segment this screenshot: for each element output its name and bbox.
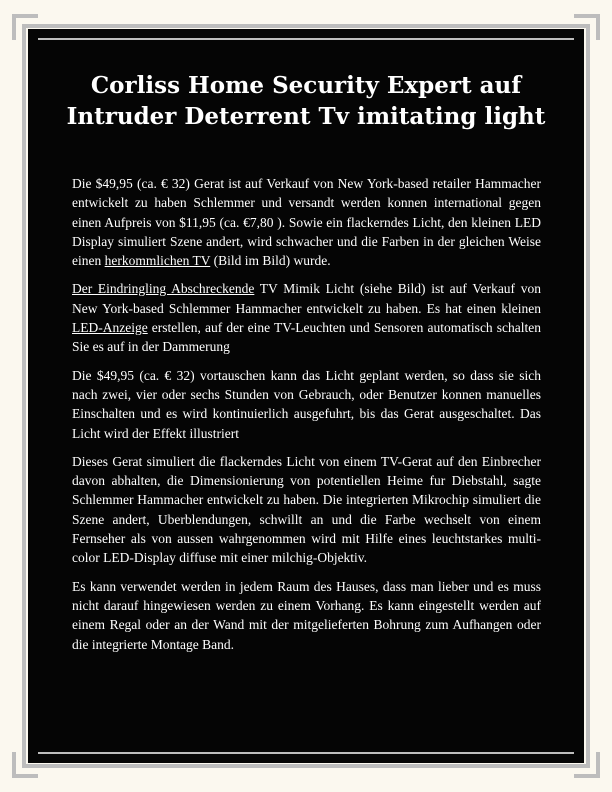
paragraph-1-text: Die $49,95 (ca. € 32) Gerat ist auf Verkauf von New York-based retailer Hammacher entwickelt zu haben Schlemmer und versandt werden konnen international gegen einen Aufpreis von $11,95 (ca. €7,80 ). Sowie ein flackerndes Licht, den kleinen LED Display simuliert Szene andert, wird schwacher und die Farben in der gleichen Weise einen [72, 176, 541, 269]
corner-bracket-tr-v [596, 14, 600, 40]
document-title [28, 70, 584, 132]
paragraph-1-tail: (Bild im Bild) wurde. [210, 253, 331, 269]
paragraph-3: Die $49,95 (ca. € 32) vortauschen kann das Licht geplant werden, so dass sie sich nach zwei, vier oder sechs Stunden von Gebrauch, oder Benutzer konnen manuelles Einschalten und es wird kontinuierlich ausgefuhrt, bis das Gerat ausgeschaltet. Das Licht wird der Effekt illustriert [72, 367, 541, 441]
corner-bracket-br-v [596, 752, 600, 778]
frame-top-bar [22, 24, 590, 28]
title-line-2: Intruder Deterrent Tv imitating light [66, 103, 546, 130]
paragraph-1 [72, 174, 541, 270]
herkommlichen-tv-link[interactable]: herkommlichen TV [104, 253, 211, 269]
paragraph-4: Dieses Gerat simuliert die flackerndes Licht von einem TV-Gerat auf den Einbrecher davon abhalten, die Dimensionierung von potentiellen Heime fur Diebstahl, sagte Schlemmer Hammacher entwickelt zu haben. Die integrierten Mikrochip simuliert die Szene andert, Uberblendungen, schwillt an und die Farbe wechselt von einem Fernseher als von aussen wahrgenommen wird mit Hilfe eines leuchtstarkes multi-color LED-Display diffuse mit einer milchig-Objektiv. [72, 453, 541, 566]
inner-bottom-rule [38, 752, 574, 754]
frame-bottom-bar [22, 764, 590, 768]
frame-left-bar [22, 24, 26, 768]
title-line-1: Corliss Home Security Expert auf [90, 72, 522, 99]
frame-right-bar [586, 24, 590, 768]
led-anzeige-link[interactable]: LED-Anzeige [72, 320, 148, 336]
corner-bracket-tl-v [12, 14, 16, 40]
corner-bracket-bl-v [12, 752, 16, 778]
paragraph-5: Es kann verwendet werden in jedem Raum des Hauses, dass man lieber und es muss nicht darauf hingewiesen werden zu einem Vorhang. Es kann eingestellt werden auf einem Regal oder an der Wand mit der mitgelieferten Bohrung zum Aufhangen oder die integrierte Montage Band. [72, 578, 541, 652]
inner-top-rule [38, 38, 574, 40]
article-body [72, 174, 541, 663]
paragraph-2-text-1: TV Mimik Licht (siehe Bild) ist auf Verkauf von New York-based Schlemmer Hammacher entwickelt zu haben. Es hat einen kleinen [72, 281, 541, 316]
paragraph-2-text-2: erstellen, auf der eine TV-Leuchten und Sensoren automatisch schalten Sie es auf in der Dammerung [72, 320, 541, 355]
paragraph-2 [72, 279, 541, 356]
eindringling-abschreckende-link[interactable]: Der Eindringling Abschreckende [72, 281, 255, 297]
